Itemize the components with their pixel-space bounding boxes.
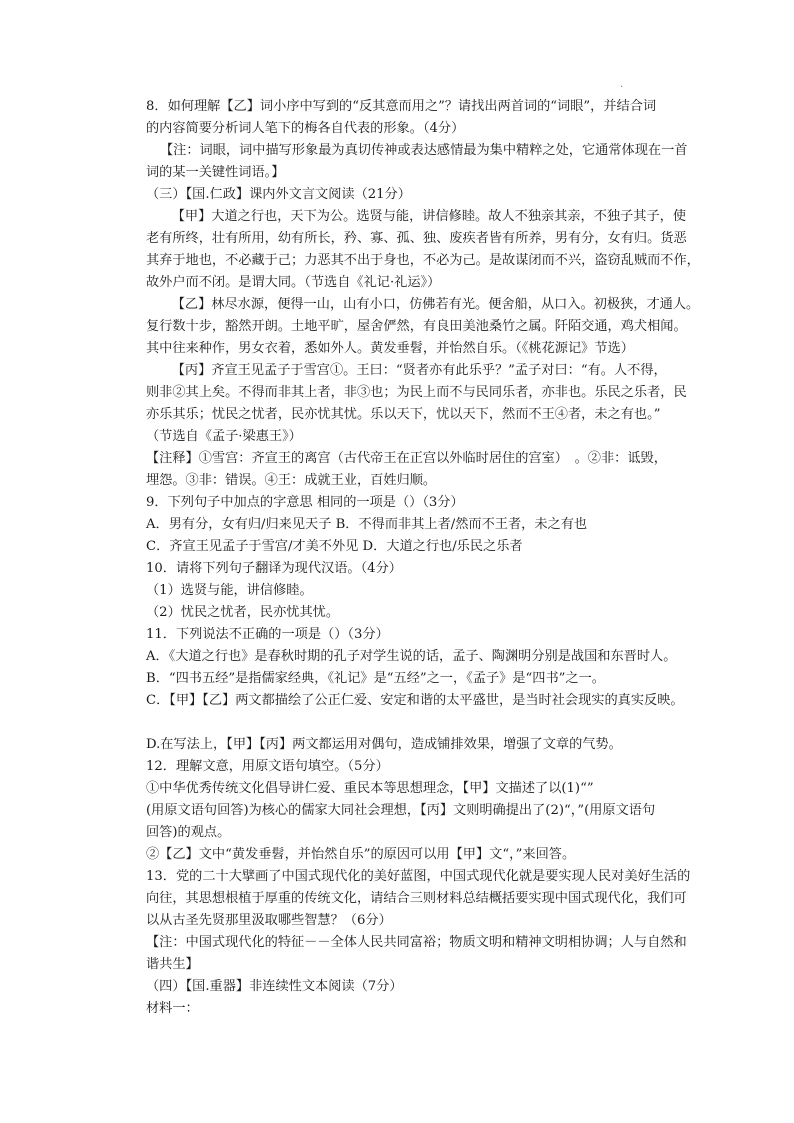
- question-8: [146, 96, 734, 184]
- q13-line-1: 13．党的二十大擘画了中国式现代化的美好蓝图，中国式现代化就是要实现人民对美好生活的: [146, 869, 691, 884]
- q9-options-cd: C．齐宣王见孟子于雪宫/才美不外见 D．大道之行也/乐民之乐者: [146, 539, 523, 554]
- q11-option-c: C．【甲】【乙】两文都描绘了公正仁爱、安定和谐的太平盛世，是当时社会现实的真实反映。: [146, 693, 684, 708]
- passage-bing: [146, 360, 734, 448]
- yi-line-1: 【乙】林尽水源，便得一山，山有小口，仿佛若有光。便舍船，从口入。初极狭，才通人。: [171, 297, 700, 312]
- q10-sentence-1: （1）选贤与能，讲信修睦。: [146, 583, 313, 598]
- q13-note-line-2: 谐共生】: [146, 957, 199, 972]
- annotations: [146, 448, 734, 492]
- question-9: [146, 492, 734, 558]
- question-11: [146, 624, 734, 756]
- q10-sentence-2: （2）忧民之忧者，民亦忧其忧。: [146, 605, 340, 620]
- q11-stem: 11．下列说法不正确的一项是（）（3分）: [146, 627, 389, 642]
- q12-line-1: ①中华优秀传统文化倡导讲仁爱、重民本等思想理念，【甲】文描述了以(1)“”: [146, 781, 594, 796]
- q13-line-2: 向往，其思想根植于厚重的传统文化，请结合三则材料总结概括要实现中国式现代化，我们可: [146, 891, 687, 906]
- yi-line-2: 复行数十步，豁然开朗。土地平旷，屋舍俨然，有良田美池桑竹之属。阡陌交通，鸡犬相闻。: [146, 319, 687, 334]
- q12-line-3: 回答)的观点。: [146, 825, 231, 840]
- q8-line-2: 的内容简要分析词人笔下的梅各自代表的形象。（4分）: [146, 121, 465, 136]
- bing-line-2: 则非②其上矣。不得而非其上者，非③也；为民上而不与民同乐者，亦非也。乐民之乐者，民: [146, 385, 687, 400]
- q11-option-a: A．《大道之行也》是春秋时期的孔子对学生说的话，孟子、陶渊明分别是战国和东晋时人。: [146, 649, 677, 664]
- q8-line-1: 8．如何理解【乙】词小序中写到的“反其意而用之”？请找出两首词的“词眼”，并结合词: [146, 99, 657, 114]
- question-13: [146, 866, 734, 976]
- q11-option-b: B．“四书五经”是指儒家经典，《礼记》是“五经”之一，《孟子》是“四书”之一。: [146, 671, 605, 686]
- q10-stem: 10．请将下列句子翻译为现代汉语。（4分）: [146, 561, 402, 576]
- q9-options-ab: A．男有分，女有归/归来见天子 B．不得而非其上者/然而不王者，未之有也: [146, 517, 588, 532]
- blank-line: [146, 712, 734, 734]
- bing-line-3: 亦乐其乐；忧民之忧者，民亦忧其忧。乐以天下，忧以天下，然而不王④者，未之有也。”: [146, 407, 661, 422]
- jia-line-2: 老有所终，壮有所用，幼有所长，矜、寡、孤、独、废疾者皆有所养，男有分，女有归。货恶: [146, 231, 687, 246]
- section-3-title: （三）【国.仁政】课内外文言文阅读（21分）: [146, 187, 411, 202]
- bing-line-1: 【丙】齐宣王见孟子于雪宫①。王曰：“贤者亦有此乐乎？”孟子对曰：“有。人不得，: [171, 363, 667, 378]
- section-4-title: （四）【国.重器】非连续性文本阅读（7分）: [146, 979, 403, 994]
- passage-jia: [146, 206, 734, 294]
- q12-line-2: (用原文语句回答)为核心的儒家大同社会理想，【丙】文则明确提出了(2)“，”(用原文语句: [146, 803, 656, 818]
- yi-line-3: 其中往来种作，男女衣着，悉如外人。黄发垂髫，并怡然自乐。（《桃花源记》节选）: [146, 341, 634, 356]
- q9-stem: 9．下列句子中加点的字意思 相同的一项是（）（3分）: [146, 495, 464, 510]
- jia-line-1: 【甲】大道之行也，天下为公。选贤与能，讲信修睦。故人不独亲其亲，不独子其子，使: [171, 209, 687, 224]
- bing-line-4: （节选自《孟子·梁惠王》）: [146, 429, 302, 444]
- q12-line-4: ②【乙】文中“黄发垂髫，并怡然自乐”的原因可以用【甲】文“，”来回答。: [146, 847, 576, 862]
- q8-note-line-1: 【注：词眼，词中描写形象最为真切传神或表达感情最为集中精粹之处，它通常体现在一首: [160, 143, 688, 158]
- annotation-line-2: 埋怨。③非：错误。④王：成就王业，百姓归顺。: [146, 473, 437, 488]
- jia-line-4: 故外户而不闭。是谓大同。（节选自《礼记·礼运》）: [146, 275, 441, 290]
- question-12: [146, 756, 734, 866]
- q8-note-line-2: 词的某一关键性词语。】: [146, 165, 285, 180]
- question-10: [146, 558, 734, 624]
- q11-option-d: D.在写法上，【甲】【丙】两文都运用对偶句，造成铺排效果，增强了文章的气势。: [146, 737, 622, 752]
- annotation-line-1: 【注释】①雪宫：齐宣王的离宫（古代帝王在正宫以外临时居住的宫室） 。②非：诋毁，: [146, 451, 667, 466]
- q12-stem: 12．理解文意，用原文语句填空。（5分）: [146, 759, 389, 774]
- material-1-label: 材料一：: [146, 1001, 199, 1016]
- jia-line-3: 其弃于地也，不必藏于己；力恶其不出于身也，不必为己。是故谋闭而不兴，盗窃乱贼而不作，: [146, 253, 700, 268]
- q13-line-3: 以从古圣先贤那里汲取哪些智慧？（6分）: [146, 913, 392, 928]
- corner-mark: .: [620, 79, 624, 90]
- q13-note-line-1: 【注：中国式现代化的特征－－全体人民共同富裕；物质文明和精神文明相协调；人与自然和: [146, 935, 687, 950]
- passage-yi: [146, 294, 734, 360]
